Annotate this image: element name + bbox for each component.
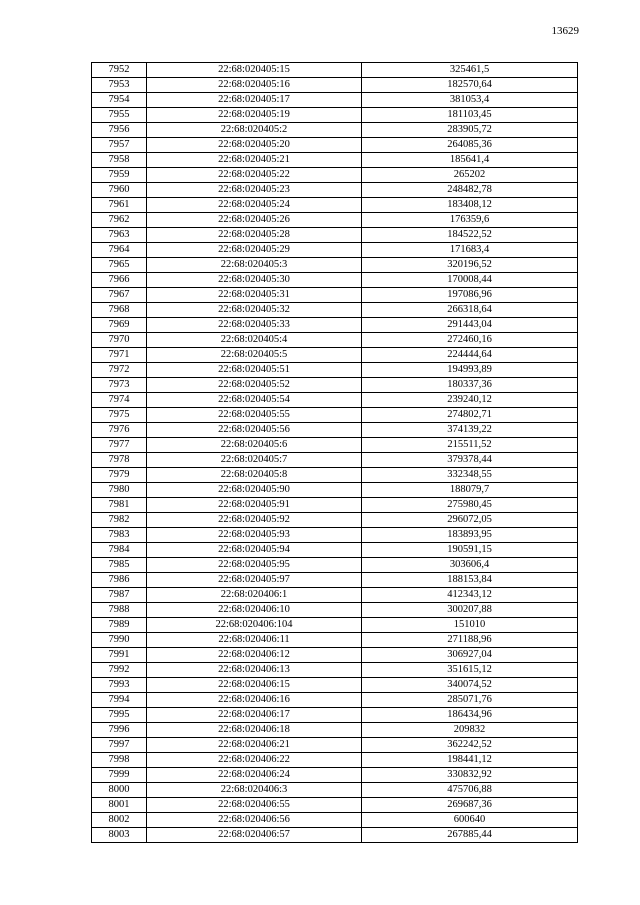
table-row — [92, 78, 578, 93]
row-number-cell: 7981 — [92, 498, 147, 513]
cadastral-value-cell: 180337,36 — [362, 378, 578, 393]
cadastral-value-cell: 266318,64 — [362, 303, 578, 318]
cadastral-value-cell: 198441,12 — [362, 753, 578, 768]
cadastral-number-cell: 22:68:020405:17 — [147, 93, 362, 108]
cadastral-value-cell: 264085,36 — [362, 138, 578, 153]
table-body — [92, 63, 578, 843]
cadastral-number-cell: 22:68:020406:55 — [147, 798, 362, 813]
table-row — [92, 123, 578, 138]
row-number-cell: 7969 — [92, 318, 147, 333]
row-number-cell: 8000 — [92, 783, 147, 798]
table-row — [92, 258, 578, 273]
table-row — [92, 213, 578, 228]
cadastral-value-cell: 269687,36 — [362, 798, 578, 813]
cadastral-number-cell: 22:68:020405:31 — [147, 288, 362, 303]
row-number-cell: 7966 — [92, 273, 147, 288]
cadastral-number-cell: 22:68:020405:19 — [147, 108, 362, 123]
cadastral-value-cell: 265202 — [362, 168, 578, 183]
table-row — [92, 93, 578, 108]
table-row — [92, 228, 578, 243]
row-number-cell: 7976 — [92, 423, 147, 438]
table-row — [92, 753, 578, 768]
table-row — [92, 138, 578, 153]
table-row — [92, 408, 578, 423]
row-number-cell: 7996 — [92, 723, 147, 738]
cadastral-value-cell: 267885,44 — [362, 828, 578, 843]
cadastral-number-cell: 22:68:020405:2 — [147, 123, 362, 138]
cadastral-value-cell: 340074,52 — [362, 678, 578, 693]
row-number-cell: 7963 — [92, 228, 147, 243]
table-row — [92, 798, 578, 813]
cadastral-number-cell: 22:68:020405:56 — [147, 423, 362, 438]
table-row — [92, 768, 578, 783]
table-row — [92, 198, 578, 213]
row-number-cell: 7997 — [92, 738, 147, 753]
table-row — [92, 423, 578, 438]
cadastral-number-cell: 22:68:020406:12 — [147, 648, 362, 663]
row-number-cell: 7993 — [92, 678, 147, 693]
row-number-cell: 7995 — [92, 708, 147, 723]
cadastral-number-cell: 22:68:020405:54 — [147, 393, 362, 408]
cadastral-value-cell: 171683,4 — [362, 243, 578, 258]
cadastral-value-cell: 412343,12 — [362, 588, 578, 603]
cadastral-value-cell: 151010 — [362, 618, 578, 633]
cadastral-value-cell: 176359,6 — [362, 213, 578, 228]
cadastral-value-cell: 285071,76 — [362, 693, 578, 708]
cadastral-number-cell: 22:68:020405:16 — [147, 78, 362, 93]
table-row — [92, 108, 578, 123]
row-number-cell: 7962 — [92, 213, 147, 228]
row-number-cell: 7988 — [92, 603, 147, 618]
cadastral-value-cell: 188079,7 — [362, 483, 578, 498]
cadastral-value-cell: 185641,4 — [362, 153, 578, 168]
row-number-cell: 7983 — [92, 528, 147, 543]
table-row — [92, 363, 578, 378]
row-number-cell: 7979 — [92, 468, 147, 483]
cadastral-number-cell: 22:68:020405:90 — [147, 483, 362, 498]
row-number-cell: 7953 — [92, 78, 147, 93]
cadastral-number-cell: 22:68:020406:17 — [147, 708, 362, 723]
cadastral-number-cell: 22:68:020405:6 — [147, 438, 362, 453]
cadastral-value-cell: 274802,71 — [362, 408, 578, 423]
cadastral-value-cell: 197086,96 — [362, 288, 578, 303]
row-number-cell: 7990 — [92, 633, 147, 648]
row-number-cell: 7955 — [92, 108, 147, 123]
cadastral-number-cell: 22:68:020405:5 — [147, 348, 362, 363]
row-number-cell: 7985 — [92, 558, 147, 573]
table-row — [92, 513, 578, 528]
cadastral-number-cell: 22:68:020406:56 — [147, 813, 362, 828]
cadastral-value-cell: 170008,44 — [362, 273, 578, 288]
cadastral-number-cell: 22:68:020405:52 — [147, 378, 362, 393]
cadastral-value-cell: 275980,45 — [362, 498, 578, 513]
row-number-cell: 7967 — [92, 288, 147, 303]
cadastral-number-cell: 22:68:020405:7 — [147, 453, 362, 468]
row-number-cell: 7964 — [92, 243, 147, 258]
table-row — [92, 723, 578, 738]
cadastral-number-cell: 22:68:020406:1 — [147, 588, 362, 603]
table-row — [92, 273, 578, 288]
cadastral-number-cell: 22:68:020406:21 — [147, 738, 362, 753]
cadastral-value-cell: 296072,05 — [362, 513, 578, 528]
cadastral-number-cell: 22:68:020405:15 — [147, 63, 362, 78]
cadastral-value-cell: 332348,55 — [362, 468, 578, 483]
table-row — [92, 483, 578, 498]
cadastral-value-cell: 181103,45 — [362, 108, 578, 123]
table-row — [92, 243, 578, 258]
cadastral-value-cell: 306927,04 — [362, 648, 578, 663]
cadastral-value-cell: 209832 — [362, 723, 578, 738]
row-number-cell: 7952 — [92, 63, 147, 78]
table-row — [92, 168, 578, 183]
table-row — [92, 183, 578, 198]
cadastral-value-cell: 600640 — [362, 813, 578, 828]
row-number-cell: 7970 — [92, 333, 147, 348]
cadastral-number-cell: 22:68:020405:97 — [147, 573, 362, 588]
table-row — [92, 693, 578, 708]
row-number-cell: 7986 — [92, 573, 147, 588]
cadastral-number-cell: 22:68:020405:91 — [147, 498, 362, 513]
table-row — [92, 558, 578, 573]
row-number-cell: 7982 — [92, 513, 147, 528]
cadastral-value-cell: 188153,84 — [362, 573, 578, 588]
cadastral-value-cell: 300207,88 — [362, 603, 578, 618]
cadastral-value-cell: 379378,44 — [362, 453, 578, 468]
table-row — [92, 288, 578, 303]
row-number-cell: 7974 — [92, 393, 147, 408]
cadastral-value-cell: 248482,78 — [362, 183, 578, 198]
row-number-cell: 8002 — [92, 813, 147, 828]
table-row — [92, 528, 578, 543]
cadastral-number-cell: 22:68:020405:94 — [147, 543, 362, 558]
cadastral-number-cell: 22:68:020405:3 — [147, 258, 362, 273]
cadastral-number-cell: 22:68:020405:32 — [147, 303, 362, 318]
cadastral-number-cell: 22:68:020406:11 — [147, 633, 362, 648]
row-number-cell: 7958 — [92, 153, 147, 168]
cadastral-value-table — [91, 62, 578, 843]
cadastral-value-cell: 303606,4 — [362, 558, 578, 573]
cadastral-number-cell: 22:68:020406:22 — [147, 753, 362, 768]
cadastral-value-cell: 186434,96 — [362, 708, 578, 723]
row-number-cell: 7978 — [92, 453, 147, 468]
cadastral-value-cell: 325461,5 — [362, 63, 578, 78]
cadastral-number-cell: 22:68:020405:95 — [147, 558, 362, 573]
cadastral-number-cell: 22:68:020405:22 — [147, 168, 362, 183]
cadastral-number-cell: 22:68:020405:51 — [147, 363, 362, 378]
cadastral-value-cell: 215511,52 — [362, 438, 578, 453]
cadastral-value-cell: 351615,12 — [362, 663, 578, 678]
cadastral-value-cell: 330832,92 — [362, 768, 578, 783]
cadastral-number-cell: 22:68:020405:23 — [147, 183, 362, 198]
table-row — [92, 588, 578, 603]
cadastral-value-cell: 184522,52 — [362, 228, 578, 243]
table-row — [92, 603, 578, 618]
cadastral-number-cell: 22:68:020405:92 — [147, 513, 362, 528]
row-number-cell: 7994 — [92, 693, 147, 708]
table-row — [92, 63, 578, 78]
cadastral-value-cell: 239240,12 — [362, 393, 578, 408]
cadastral-number-cell: 22:68:020405:26 — [147, 213, 362, 228]
table-row — [92, 498, 578, 513]
cadastral-number-cell: 22:68:020405:55 — [147, 408, 362, 423]
row-number-cell: 7972 — [92, 363, 147, 378]
row-number-cell: 7954 — [92, 93, 147, 108]
table-row — [92, 738, 578, 753]
cadastral-number-cell: 22:68:020405:8 — [147, 468, 362, 483]
cadastral-number-cell: 22:68:020405:30 — [147, 273, 362, 288]
row-number-cell: 7968 — [92, 303, 147, 318]
table-row — [92, 708, 578, 723]
cadastral-value-cell: 362242,52 — [362, 738, 578, 753]
row-number-cell: 7998 — [92, 753, 147, 768]
row-number-cell: 7987 — [92, 588, 147, 603]
table-row — [92, 453, 578, 468]
cadastral-number-cell: 22:68:020406:104 — [147, 618, 362, 633]
cadastral-number-cell: 22:68:020405:20 — [147, 138, 362, 153]
table-row — [92, 663, 578, 678]
table-row — [92, 633, 578, 648]
table-row — [92, 573, 578, 588]
cadastral-number-cell: 22:68:020406:13 — [147, 663, 362, 678]
table-row — [92, 678, 578, 693]
row-number-cell: 7971 — [92, 348, 147, 363]
table-row — [92, 468, 578, 483]
cadastral-number-cell: 22:68:020406:15 — [147, 678, 362, 693]
table-row — [92, 393, 578, 408]
row-number-cell: 7999 — [92, 768, 147, 783]
cadastral-value-cell: 381053,4 — [362, 93, 578, 108]
table-row — [92, 318, 578, 333]
table-row — [92, 153, 578, 168]
row-number-cell: 7960 — [92, 183, 147, 198]
cadastral-value-cell: 291443,04 — [362, 318, 578, 333]
cadastral-value-cell: 183408,12 — [362, 198, 578, 213]
cadastral-value-cell: 374139,22 — [362, 423, 578, 438]
cadastral-number-cell: 22:68:020405:4 — [147, 333, 362, 348]
row-number-cell: 7980 — [92, 483, 147, 498]
cadastral-value-cell: 183893,95 — [362, 528, 578, 543]
cadastral-value-cell: 190591,15 — [362, 543, 578, 558]
cadastral-number-cell: 22:68:020405:33 — [147, 318, 362, 333]
row-number-cell: 7973 — [92, 378, 147, 393]
row-number-cell: 7989 — [92, 618, 147, 633]
cadastral-value-cell: 283905,72 — [362, 123, 578, 138]
cadastral-value-cell: 271188,96 — [362, 633, 578, 648]
cadastral-number-cell: 22:68:020405:24 — [147, 198, 362, 213]
row-number-cell: 7965 — [92, 258, 147, 273]
row-number-cell: 7992 — [92, 663, 147, 678]
row-number-cell: 8003 — [92, 828, 147, 843]
cadastral-value-cell: 475706,88 — [362, 783, 578, 798]
cadastral-value-cell: 272460,16 — [362, 333, 578, 348]
table-row — [92, 348, 578, 363]
table-row — [92, 813, 578, 828]
table-row — [92, 648, 578, 663]
table-row — [92, 378, 578, 393]
cadastral-number-cell: 22:68:020405:21 — [147, 153, 362, 168]
row-number-cell: 7957 — [92, 138, 147, 153]
table-row — [92, 333, 578, 348]
table-row — [92, 618, 578, 633]
cadastral-number-cell: 22:68:020406:57 — [147, 828, 362, 843]
table-row — [92, 828, 578, 843]
row-number-cell: 7959 — [92, 168, 147, 183]
table-row — [92, 438, 578, 453]
table-row — [92, 303, 578, 318]
cadastral-number-cell: 22:68:020406:24 — [147, 768, 362, 783]
cadastral-number-cell: 22:68:020406:18 — [147, 723, 362, 738]
cadastral-value-cell: 224444,64 — [362, 348, 578, 363]
row-number-cell: 7975 — [92, 408, 147, 423]
page-number: 13629 — [551, 25, 579, 37]
cadastral-number-cell: 22:68:020405:28 — [147, 228, 362, 243]
table-row — [92, 783, 578, 798]
row-number-cell: 8001 — [92, 798, 147, 813]
row-number-cell: 7961 — [92, 198, 147, 213]
cadastral-number-cell: 22:68:020405:93 — [147, 528, 362, 543]
cadastral-value-cell: 320196,52 — [362, 258, 578, 273]
cadastral-value-cell: 194993,89 — [362, 363, 578, 378]
row-number-cell: 7956 — [92, 123, 147, 138]
cadastral-number-cell: 22:68:020405:29 — [147, 243, 362, 258]
cadastral-value-cell: 182570,64 — [362, 78, 578, 93]
row-number-cell: 7991 — [92, 648, 147, 663]
row-number-cell: 7984 — [92, 543, 147, 558]
cadastral-number-cell: 22:68:020406:10 — [147, 603, 362, 618]
cadastral-number-cell: 22:68:020406:3 — [147, 783, 362, 798]
cadastral-number-cell: 22:68:020406:16 — [147, 693, 362, 708]
table-row — [92, 543, 578, 558]
row-number-cell: 7977 — [92, 438, 147, 453]
